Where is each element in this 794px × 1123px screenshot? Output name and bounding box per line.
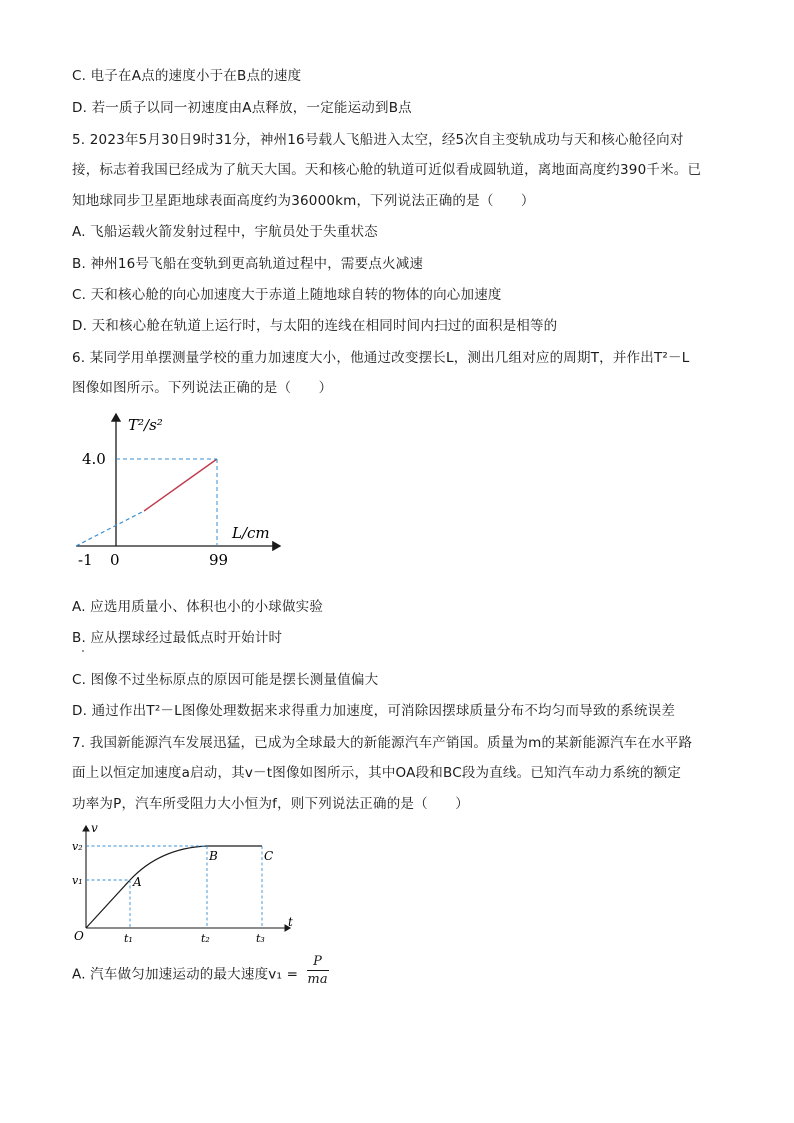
q6-stem-line2: 图像如图所示。下列说法正确的是（ ） <box>72 380 333 396</box>
t2-l-data-line <box>144 459 217 511</box>
t2-l-x-tick-0: 0 <box>110 551 120 569</box>
v-t-v2-label: v₂ <box>72 840 83 853</box>
q6-option-a: A. 应选用质量小、体积也小的小球做实验 <box>72 599 324 615</box>
q4-option-d: D. 若一质子以同一初速度由A点释放，一定能运动到B点 <box>72 100 412 116</box>
q7-stem-line3: 功率为P，汽车所受阻力大小恒为f，则下列说法正确的是（ ） <box>72 796 469 812</box>
v-t-t2-label: t₂ <box>201 932 210 945</box>
fraction-denominator: ma <box>307 972 328 987</box>
t2-l-extrapolated-segment <box>76 511 144 546</box>
v-t-t1-label: t₁ <box>124 932 133 945</box>
q5-option-d: D. 天和核心舱在轨道上运行时，与太阳的连线在相同时间内扫过的面积是相等的 <box>72 318 558 334</box>
q5-option-b: B. 神州16号飞船在变轨到更高轨道过程中，需要点火减速 <box>72 256 424 272</box>
v-t-curve <box>86 846 262 928</box>
v-t-point-a: A <box>133 875 142 889</box>
t2-l-x-label: L/cm <box>232 524 270 542</box>
fraction-bar <box>307 970 329 971</box>
t2-l-graph <box>72 408 292 573</box>
v-t-point-c: C <box>264 849 274 863</box>
q7-option-a <box>72 954 722 991</box>
v-t-x-label: t <box>288 915 293 929</box>
q6-option-b: B. 应从摆球经过最低点时开始计时 <box>72 630 283 646</box>
q7-stem-line2: 面上以恒定加速度a启动，其v－t图像如图所示，其中OA段和BC段为直线。已知汽车动力系统的额定 <box>72 765 682 781</box>
v-t-y-label: v <box>91 821 98 835</box>
q7-stem-line1: 7. 我国新能源汽车发展迅猛，已成为全球最大的新能源汽车产销国。质量为m的某新能源汽车在水平路 <box>72 735 693 751</box>
q7-option-a-fraction <box>307 954 329 987</box>
v-t-origin-label: O <box>74 929 84 943</box>
t2-l-x-tick-neg1: -1 <box>78 551 93 569</box>
q5-option-c: C. 天和核心舱的向心加速度大于赤道上随地球自转的物体的向心加速度 <box>72 287 502 303</box>
stray-dot <box>82 650 84 652</box>
q6-option-d: D. 通过作出T²－L图像处理数据来求得重力加速度，可消除因摆球质量分布不均匀而导致的系统误差 <box>72 703 676 719</box>
q7-option-a-text: A. 汽车做匀加速运动的最大速度v₁ = <box>72 966 299 983</box>
t2-l-x-tick-99: 99 <box>209 551 229 569</box>
q5-stem-line3: 知地球同步卫星距地球表面高度约为36000km，下列说法正确的是（ ） <box>72 193 535 209</box>
q4-option-c: C. 电子在A点的速度小于在B点的速度 <box>72 68 302 84</box>
q6-stem-line1: 6. 某同学用单摆测量学校的重力加速度大小，他通过改变摆长L，测出几组对应的周期T，并作出T²－L <box>72 350 690 366</box>
q5-stem-line1: 5. 2023年5月30日9时31分，神州16号载人飞船进入太空，经5次自主变轨成功与天和核心舱径向对 <box>72 132 684 148</box>
t2-l-y-label: T²/s² <box>128 416 163 434</box>
v-t-graph <box>72 818 302 946</box>
v-t-point-b: B <box>209 849 218 863</box>
fraction-numerator: P <box>313 954 323 969</box>
t2-l-y-tick: 4.0 <box>82 450 106 468</box>
v-t-t3-label: t₃ <box>256 932 265 945</box>
q6-option-c: C. 图像不过坐标原点的原因可能是摆长测量值偏大 <box>72 672 379 688</box>
q5-option-a: A. 飞船运载火箭发射过程中，宇航员处于失重状态 <box>72 224 378 240</box>
q5-stem-line2: 接，标志着我国已经成为了航天大国。天和核心舱的轨道可近似看成圆轨道，离地面高度约390千米。已 <box>72 162 702 178</box>
v-t-v1-label: v₁ <box>72 874 83 887</box>
